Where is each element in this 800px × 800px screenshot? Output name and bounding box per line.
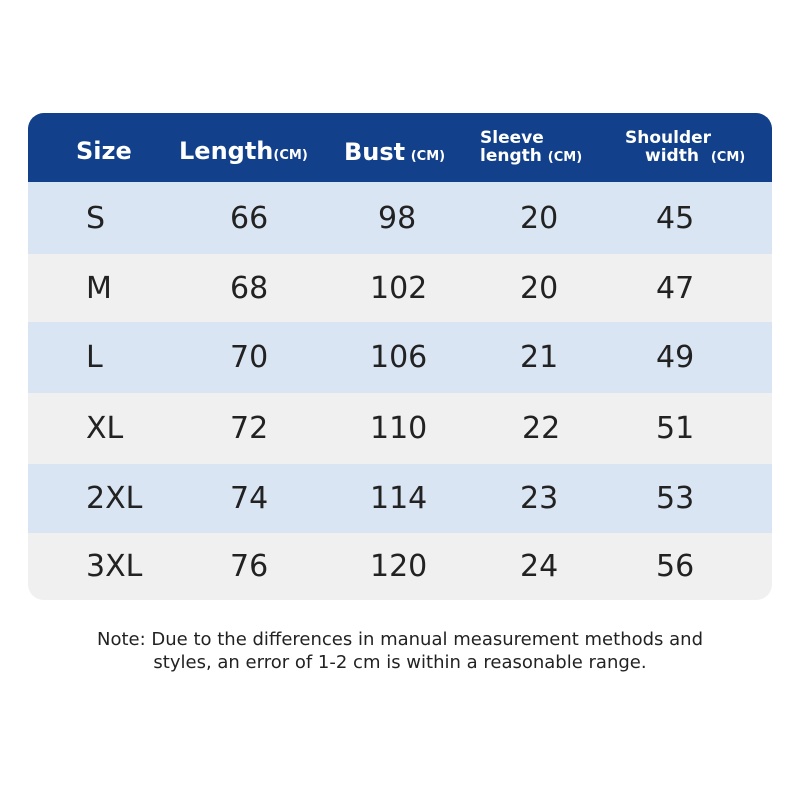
shoulder-cell: 56 — [656, 549, 695, 584]
header-sleeve-line2-wrap — [480, 147, 582, 167]
sleeve-cell: 22 — [522, 411, 561, 446]
length-cell: 76 — [230, 549, 269, 584]
sleeve-cell: 20 — [520, 270, 559, 306]
header-shoulder-width — [625, 129, 745, 167]
header-bust-label: Bust — [344, 138, 406, 166]
size-cell: M — [86, 270, 112, 306]
size-cell: S — [86, 200, 106, 236]
note-line-2: styles, an error of 1-2 cm is within a reasonable range. — [153, 652, 647, 673]
length-cell: 68 — [230, 270, 269, 306]
header-length-unit: (CM) — [273, 148, 308, 163]
header-length-label: Length — [179, 137, 274, 165]
header-bust — [344, 138, 445, 166]
length-cell: 66 — [230, 200, 269, 236]
size-cell: L — [86, 340, 103, 375]
header-size: Size — [76, 137, 132, 165]
header-shoulder-line2: width — [645, 146, 699, 166]
sleeve-cell: 23 — [520, 481, 559, 516]
bust-cell: 106 — [370, 340, 428, 375]
shoulder-cell: 51 — [656, 411, 695, 446]
header-bust-unit: (CM) — [410, 149, 446, 164]
table-row — [28, 464, 772, 533]
length-cell: 70 — [230, 340, 269, 375]
bust-cell: 114 — [370, 481, 428, 516]
header-shoulder-line2-wrap — [625, 147, 745, 167]
size-chart-table — [28, 113, 772, 600]
table-row — [28, 322, 772, 393]
header-length — [179, 137, 308, 165]
length-cell: 72 — [230, 411, 269, 446]
note-line-1: Note: Due to the differences in manual measurement methods and — [96, 629, 703, 650]
shoulder-cell: 47 — [656, 270, 695, 306]
header-sleeve-line1: Sleeve — [480, 128, 544, 148]
sleeve-cell: 24 — [520, 549, 559, 584]
length-cell: 74 — [230, 481, 269, 516]
table-row — [28, 182, 772, 254]
bust-cell: 110 — [370, 411, 428, 446]
table-row — [28, 393, 772, 464]
shoulder-cell: 49 — [656, 340, 695, 375]
shoulder-cell: 53 — [656, 481, 695, 516]
table-row — [28, 533, 772, 600]
sleeve-cell: 21 — [520, 340, 559, 375]
shoulder-cell: 45 — [656, 200, 695, 236]
header-shoulder-unit: (CM) — [710, 150, 746, 165]
measurement-note — [0, 628, 800, 674]
table-row — [28, 254, 772, 322]
size-cell: XL — [86, 411, 124, 446]
header-sleeve-line2: length — [480, 146, 542, 166]
header-shoulder-line1: Shoulder — [625, 128, 712, 148]
bust-cell: 98 — [378, 200, 417, 236]
sleeve-cell: 20 — [520, 200, 559, 236]
header-sleeve-unit: (CM) — [547, 150, 583, 165]
header-sleeve-length — [480, 129, 582, 167]
bust-cell: 102 — [370, 270, 428, 306]
size-cell: 2XL — [86, 481, 143, 516]
bust-cell: 120 — [370, 549, 428, 584]
table-header — [28, 113, 772, 182]
size-cell: 3XL — [86, 549, 143, 584]
